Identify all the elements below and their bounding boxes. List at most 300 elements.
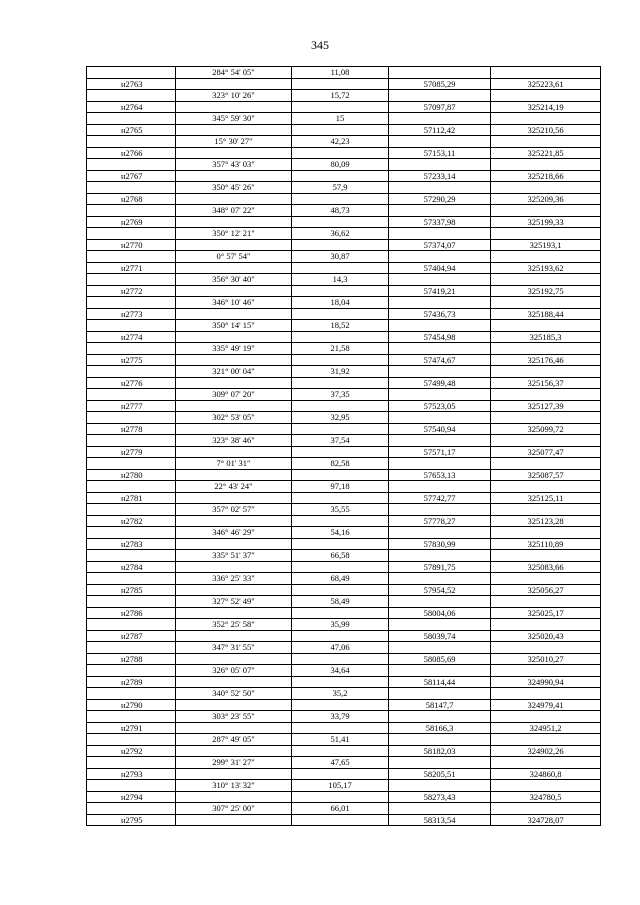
point-name-cell	[87, 504, 176, 516]
direction-angle-cell: 284° 54' 05"	[176, 67, 292, 79]
table-row	[87, 573, 601, 585]
x-coordinate-cell: 57954,52	[389, 584, 491, 596]
y-coordinate-cell	[491, 113, 601, 125]
point-name-cell	[87, 619, 176, 631]
y-coordinate-cell: 324951,2	[491, 722, 601, 734]
x-coordinate-cell	[389, 228, 491, 240]
point-name-cell	[87, 711, 176, 723]
y-coordinate-cell: 324780,5	[491, 791, 601, 803]
table-row	[87, 630, 601, 642]
direction-angle-cell: 350° 12' 21"	[176, 228, 292, 240]
direction-angle-cell	[176, 262, 292, 274]
table-row	[87, 239, 601, 251]
x-coordinate-cell: 57523,05	[389, 400, 491, 412]
point-name-cell	[87, 297, 176, 309]
x-coordinate-cell: 58313,54	[389, 814, 491, 826]
distance-cell	[292, 584, 389, 596]
point-name-cell: н2779	[87, 446, 176, 458]
point-name-cell: н2778	[87, 423, 176, 435]
table-row	[87, 113, 601, 125]
direction-angle-cell: 348° 07' 22"	[176, 205, 292, 217]
distance-cell	[292, 377, 389, 389]
point-name-cell	[87, 642, 176, 654]
y-coordinate-cell: 325209,36	[491, 193, 601, 205]
x-coordinate-cell: 58147,7	[389, 699, 491, 711]
y-coordinate-cell: 324902,26	[491, 745, 601, 757]
point-name-cell: н2773	[87, 308, 176, 320]
distance-cell	[292, 308, 389, 320]
y-coordinate-cell	[491, 780, 601, 792]
table-row	[87, 193, 601, 205]
y-coordinate-cell	[491, 343, 601, 355]
x-coordinate-cell: 57454,98	[389, 331, 491, 343]
coordinates-table-body	[87, 67, 601, 826]
y-coordinate-cell: 325025,17	[491, 607, 601, 619]
y-coordinate-cell: 325214,19	[491, 101, 601, 113]
y-coordinate-cell	[491, 205, 601, 217]
distance-cell	[292, 170, 389, 182]
x-coordinate-cell	[389, 481, 491, 493]
table-row	[87, 642, 601, 654]
table-row	[87, 619, 601, 631]
point-name-cell	[87, 251, 176, 263]
x-coordinate-cell: 57571,17	[389, 446, 491, 458]
point-name-cell: н2765	[87, 124, 176, 136]
y-coordinate-cell	[491, 297, 601, 309]
point-name-cell	[87, 527, 176, 539]
x-coordinate-cell	[389, 274, 491, 286]
y-coordinate-cell	[491, 320, 601, 332]
distance-cell	[292, 607, 389, 619]
table-row	[87, 745, 601, 757]
table-row	[87, 527, 601, 539]
direction-angle-cell	[176, 722, 292, 734]
y-coordinate-cell: 325193,62	[491, 262, 601, 274]
distance-cell	[292, 239, 389, 251]
distance-cell	[292, 446, 389, 458]
point-name-cell	[87, 159, 176, 171]
y-coordinate-cell: 325127,39	[491, 400, 601, 412]
point-name-cell	[87, 90, 176, 102]
point-name-cell: н2776	[87, 377, 176, 389]
table-row	[87, 136, 601, 148]
y-coordinate-cell	[491, 665, 601, 677]
direction-angle-cell: 323° 38' 46"	[176, 435, 292, 447]
point-name-cell	[87, 596, 176, 608]
table-row	[87, 722, 601, 734]
x-coordinate-cell: 57233,14	[389, 170, 491, 182]
point-name-cell: н2782	[87, 515, 176, 527]
y-coordinate-cell: 325210,56	[491, 124, 601, 136]
point-name-cell	[87, 665, 176, 677]
point-name-cell: н2768	[87, 193, 176, 205]
table-row	[87, 251, 601, 263]
y-coordinate-cell	[491, 389, 601, 401]
direction-angle-cell: 0° 57' 54"	[176, 251, 292, 263]
x-coordinate-cell	[389, 550, 491, 562]
distance-cell: 11,08	[292, 67, 389, 79]
table-row	[87, 699, 601, 711]
distance-cell: 66,01	[292, 803, 389, 815]
distance-cell	[292, 814, 389, 826]
table-row	[87, 561, 601, 573]
table-row	[87, 550, 601, 562]
table-row	[87, 377, 601, 389]
y-coordinate-cell: 325083,66	[491, 561, 601, 573]
table-row	[87, 366, 601, 378]
point-name-cell	[87, 412, 176, 424]
table-row	[87, 354, 601, 366]
y-coordinate-cell	[491, 573, 601, 585]
distance-cell: 35,2	[292, 688, 389, 700]
distance-cell: 80,09	[292, 159, 389, 171]
y-coordinate-cell: 325123,28	[491, 515, 601, 527]
distance-cell: 47,06	[292, 642, 389, 654]
distance-cell: 37,54	[292, 435, 389, 447]
x-coordinate-cell	[389, 665, 491, 677]
table-row	[87, 596, 601, 608]
direction-angle-cell: 326° 05' 07"	[176, 665, 292, 677]
y-coordinate-cell: 325193,1	[491, 239, 601, 251]
point-name-cell	[87, 734, 176, 746]
table-row	[87, 228, 601, 240]
direction-angle-cell	[176, 745, 292, 757]
y-coordinate-cell	[491, 458, 601, 470]
distance-cell	[292, 722, 389, 734]
y-coordinate-cell: 325176,46	[491, 354, 601, 366]
table-row	[87, 400, 601, 412]
x-coordinate-cell: 57778,27	[389, 515, 491, 527]
x-coordinate-cell	[389, 366, 491, 378]
direction-angle-cell: 327° 52' 49"	[176, 596, 292, 608]
point-name-cell	[87, 366, 176, 378]
distance-cell: 34,64	[292, 665, 389, 677]
point-name-cell	[87, 458, 176, 470]
table-row	[87, 124, 601, 136]
direction-angle-cell: 302° 53' 05"	[176, 412, 292, 424]
direction-angle-cell	[176, 699, 292, 711]
table-row	[87, 308, 601, 320]
y-coordinate-cell	[491, 711, 601, 723]
x-coordinate-cell: 58085,69	[389, 653, 491, 665]
x-coordinate-cell	[389, 711, 491, 723]
direction-angle-cell: 321° 00' 04"	[176, 366, 292, 378]
point-name-cell	[87, 113, 176, 125]
direction-angle-cell: 299° 31' 27"	[176, 757, 292, 769]
x-coordinate-cell	[389, 90, 491, 102]
distance-cell: 15	[292, 113, 389, 125]
distance-cell: 15,72	[292, 90, 389, 102]
direction-angle-cell	[176, 492, 292, 504]
point-name-cell: н2772	[87, 285, 176, 297]
direction-angle-cell	[176, 791, 292, 803]
direction-angle-cell: 307° 25' 00"	[176, 803, 292, 815]
distance-cell: 105,17	[292, 780, 389, 792]
table-row	[87, 791, 601, 803]
distance-cell: 33,79	[292, 711, 389, 723]
distance-cell	[292, 653, 389, 665]
table-row	[87, 492, 601, 504]
point-name-cell	[87, 320, 176, 332]
table-row	[87, 653, 601, 665]
direction-angle-cell: 323° 10' 26"	[176, 90, 292, 102]
y-coordinate-cell	[491, 688, 601, 700]
table-row	[87, 504, 601, 516]
table-row	[87, 676, 601, 688]
distance-cell: 42,23	[292, 136, 389, 148]
table-row	[87, 101, 601, 113]
y-coordinate-cell: 325010,27	[491, 653, 601, 665]
x-coordinate-cell	[389, 757, 491, 769]
x-coordinate-cell	[389, 688, 491, 700]
distance-cell: 82,58	[292, 458, 389, 470]
table-row	[87, 734, 601, 746]
direction-angle-cell	[176, 561, 292, 573]
direction-angle-cell	[176, 423, 292, 435]
table-row	[87, 343, 601, 355]
distance-cell: 14,3	[292, 274, 389, 286]
direction-angle-cell: 346° 46' 29"	[176, 527, 292, 539]
x-coordinate-cell: 57337,98	[389, 216, 491, 228]
direction-angle-cell	[176, 446, 292, 458]
direction-angle-cell: 15° 30' 27"	[176, 136, 292, 148]
distance-cell	[292, 331, 389, 343]
distance-cell: 18,04	[292, 297, 389, 309]
point-name-cell	[87, 136, 176, 148]
point-name-cell: н2775	[87, 354, 176, 366]
x-coordinate-cell: 57153,11	[389, 147, 491, 159]
direction-angle-cell	[176, 469, 292, 481]
table-row	[87, 262, 601, 274]
x-coordinate-cell	[389, 527, 491, 539]
direction-angle-cell: 346° 10' 46"	[176, 297, 292, 309]
y-coordinate-cell	[491, 228, 601, 240]
direction-angle-cell: 303° 23' 55"	[176, 711, 292, 723]
point-name-cell: н2766	[87, 147, 176, 159]
distance-cell: 68,49	[292, 573, 389, 585]
distance-cell	[292, 216, 389, 228]
point-name-cell	[87, 435, 176, 447]
table-row	[87, 481, 601, 493]
point-name-cell: н2770	[87, 239, 176, 251]
y-coordinate-cell	[491, 182, 601, 194]
y-coordinate-cell: 325056,27	[491, 584, 601, 596]
distance-cell	[292, 354, 389, 366]
y-coordinate-cell: 325099,72	[491, 423, 601, 435]
direction-angle-cell	[176, 630, 292, 642]
table-row	[87, 607, 601, 619]
x-coordinate-cell: 57112,42	[389, 124, 491, 136]
table-row	[87, 435, 601, 447]
distance-cell: 35,99	[292, 619, 389, 631]
x-coordinate-cell: 57540,94	[389, 423, 491, 435]
y-coordinate-cell: 325077,47	[491, 446, 601, 458]
x-coordinate-cell: 57499,48	[389, 377, 491, 389]
y-coordinate-cell: 324728,07	[491, 814, 601, 826]
y-coordinate-cell	[491, 412, 601, 424]
direction-angle-cell	[176, 285, 292, 297]
direction-angle-cell	[176, 400, 292, 412]
point-name-cell: н2788	[87, 653, 176, 665]
distance-cell	[292, 193, 389, 205]
distance-cell: 35,55	[292, 504, 389, 516]
point-name-cell: н2763	[87, 78, 176, 90]
y-coordinate-cell	[491, 619, 601, 631]
x-coordinate-cell: 58114,44	[389, 676, 491, 688]
distance-cell	[292, 676, 389, 688]
direction-angle-cell: 335° 51' 37"	[176, 550, 292, 562]
x-coordinate-cell	[389, 412, 491, 424]
point-name-cell	[87, 803, 176, 815]
direction-angle-cell: 309° 07' 20"	[176, 389, 292, 401]
y-coordinate-cell: 325125,11	[491, 492, 601, 504]
distance-cell: 30,87	[292, 251, 389, 263]
distance-cell: 36,62	[292, 228, 389, 240]
y-coordinate-cell	[491, 481, 601, 493]
y-coordinate-cell: 325223,61	[491, 78, 601, 90]
table-row	[87, 757, 601, 769]
table-row	[87, 780, 601, 792]
direction-angle-cell	[176, 78, 292, 90]
direction-angle-cell	[176, 377, 292, 389]
x-coordinate-cell	[389, 205, 491, 217]
distance-cell	[292, 492, 389, 504]
direction-angle-cell	[176, 607, 292, 619]
point-name-cell: н2774	[87, 331, 176, 343]
direction-angle-cell: 352° 25' 58"	[176, 619, 292, 631]
point-name-cell	[87, 573, 176, 585]
y-coordinate-cell	[491, 596, 601, 608]
y-coordinate-cell: 325185,3	[491, 331, 601, 343]
y-coordinate-cell	[491, 550, 601, 562]
x-coordinate-cell: 57742,77	[389, 492, 491, 504]
x-coordinate-cell: 57419,21	[389, 285, 491, 297]
point-name-cell: н2785	[87, 584, 176, 596]
table-row	[87, 814, 601, 826]
y-coordinate-cell: 325199,33	[491, 216, 601, 228]
y-coordinate-cell	[491, 734, 601, 746]
y-coordinate-cell: 325087,57	[491, 469, 601, 481]
point-name-cell	[87, 550, 176, 562]
distance-cell: 54,16	[292, 527, 389, 539]
y-coordinate-cell	[491, 527, 601, 539]
y-coordinate-cell: 325020,43	[491, 630, 601, 642]
x-coordinate-cell: 57404,94	[389, 262, 491, 274]
table-row	[87, 665, 601, 677]
distance-cell	[292, 423, 389, 435]
direction-angle-cell: 335° 49' 19"	[176, 343, 292, 355]
direction-angle-cell	[176, 170, 292, 182]
x-coordinate-cell: 58182,03	[389, 745, 491, 757]
distance-cell	[292, 561, 389, 573]
x-coordinate-cell	[389, 182, 491, 194]
distance-cell: 37,35	[292, 389, 389, 401]
table-row	[87, 205, 601, 217]
x-coordinate-cell	[389, 113, 491, 125]
point-name-cell: н2789	[87, 676, 176, 688]
distance-cell	[292, 147, 389, 159]
point-name-cell	[87, 274, 176, 286]
point-name-cell: н2790	[87, 699, 176, 711]
direction-angle-cell	[176, 193, 292, 205]
point-name-cell	[87, 481, 176, 493]
distance-cell	[292, 78, 389, 90]
direction-angle-cell: 340° 52' 50"	[176, 688, 292, 700]
table-row	[87, 274, 601, 286]
x-coordinate-cell	[389, 619, 491, 631]
direction-angle-cell	[176, 216, 292, 228]
point-name-cell: н2771	[87, 262, 176, 274]
x-coordinate-cell	[389, 596, 491, 608]
direction-angle-cell	[176, 768, 292, 780]
y-coordinate-cell	[491, 366, 601, 378]
direction-angle-cell: 287° 49' 05"	[176, 734, 292, 746]
x-coordinate-cell	[389, 734, 491, 746]
x-coordinate-cell	[389, 297, 491, 309]
direction-angle-cell: 357° 43' 03"	[176, 159, 292, 171]
table-row	[87, 711, 601, 723]
distance-cell: 32,95	[292, 412, 389, 424]
table-row	[87, 170, 601, 182]
distance-cell	[292, 630, 389, 642]
distance-cell	[292, 515, 389, 527]
point-name-cell	[87, 757, 176, 769]
x-coordinate-cell	[389, 504, 491, 516]
direction-angle-cell: 357° 02' 57"	[176, 504, 292, 516]
x-coordinate-cell: 58166,3	[389, 722, 491, 734]
y-coordinate-cell: 324979,41	[491, 699, 601, 711]
y-coordinate-cell	[491, 803, 601, 815]
point-name-cell: н2780	[87, 469, 176, 481]
distance-cell	[292, 469, 389, 481]
point-name-cell: н2764	[87, 101, 176, 113]
x-coordinate-cell	[389, 159, 491, 171]
distance-cell: 51,41	[292, 734, 389, 746]
direction-angle-cell: 350° 45' 26"	[176, 182, 292, 194]
x-coordinate-cell	[389, 343, 491, 355]
x-coordinate-cell	[389, 251, 491, 263]
direction-angle-cell: 7° 01' 31"	[176, 458, 292, 470]
point-name-cell: н2769	[87, 216, 176, 228]
point-name-cell: н2784	[87, 561, 176, 573]
direction-angle-cell: 310° 13' 32"	[176, 780, 292, 792]
x-coordinate-cell	[389, 67, 491, 79]
y-coordinate-cell: 325192,75	[491, 285, 601, 297]
point-name-cell	[87, 343, 176, 355]
distance-cell	[292, 101, 389, 113]
direction-angle-cell	[176, 354, 292, 366]
distance-cell	[292, 285, 389, 297]
x-coordinate-cell: 57374,07	[389, 239, 491, 251]
distance-cell	[292, 791, 389, 803]
y-coordinate-cell	[491, 136, 601, 148]
table-row	[87, 297, 601, 309]
distance-cell	[292, 745, 389, 757]
point-name-cell	[87, 228, 176, 240]
distance-cell: 31,92	[292, 366, 389, 378]
table-row	[87, 412, 601, 424]
point-name-cell: н2777	[87, 400, 176, 412]
direction-angle-cell	[176, 676, 292, 688]
distance-cell: 21,58	[292, 343, 389, 355]
table-row	[87, 78, 601, 90]
point-name-cell: н2783	[87, 538, 176, 550]
table-row	[87, 688, 601, 700]
point-name-cell	[87, 182, 176, 194]
x-coordinate-cell: 58273,43	[389, 791, 491, 803]
y-coordinate-cell: 325188,44	[491, 308, 601, 320]
y-coordinate-cell	[491, 504, 601, 516]
